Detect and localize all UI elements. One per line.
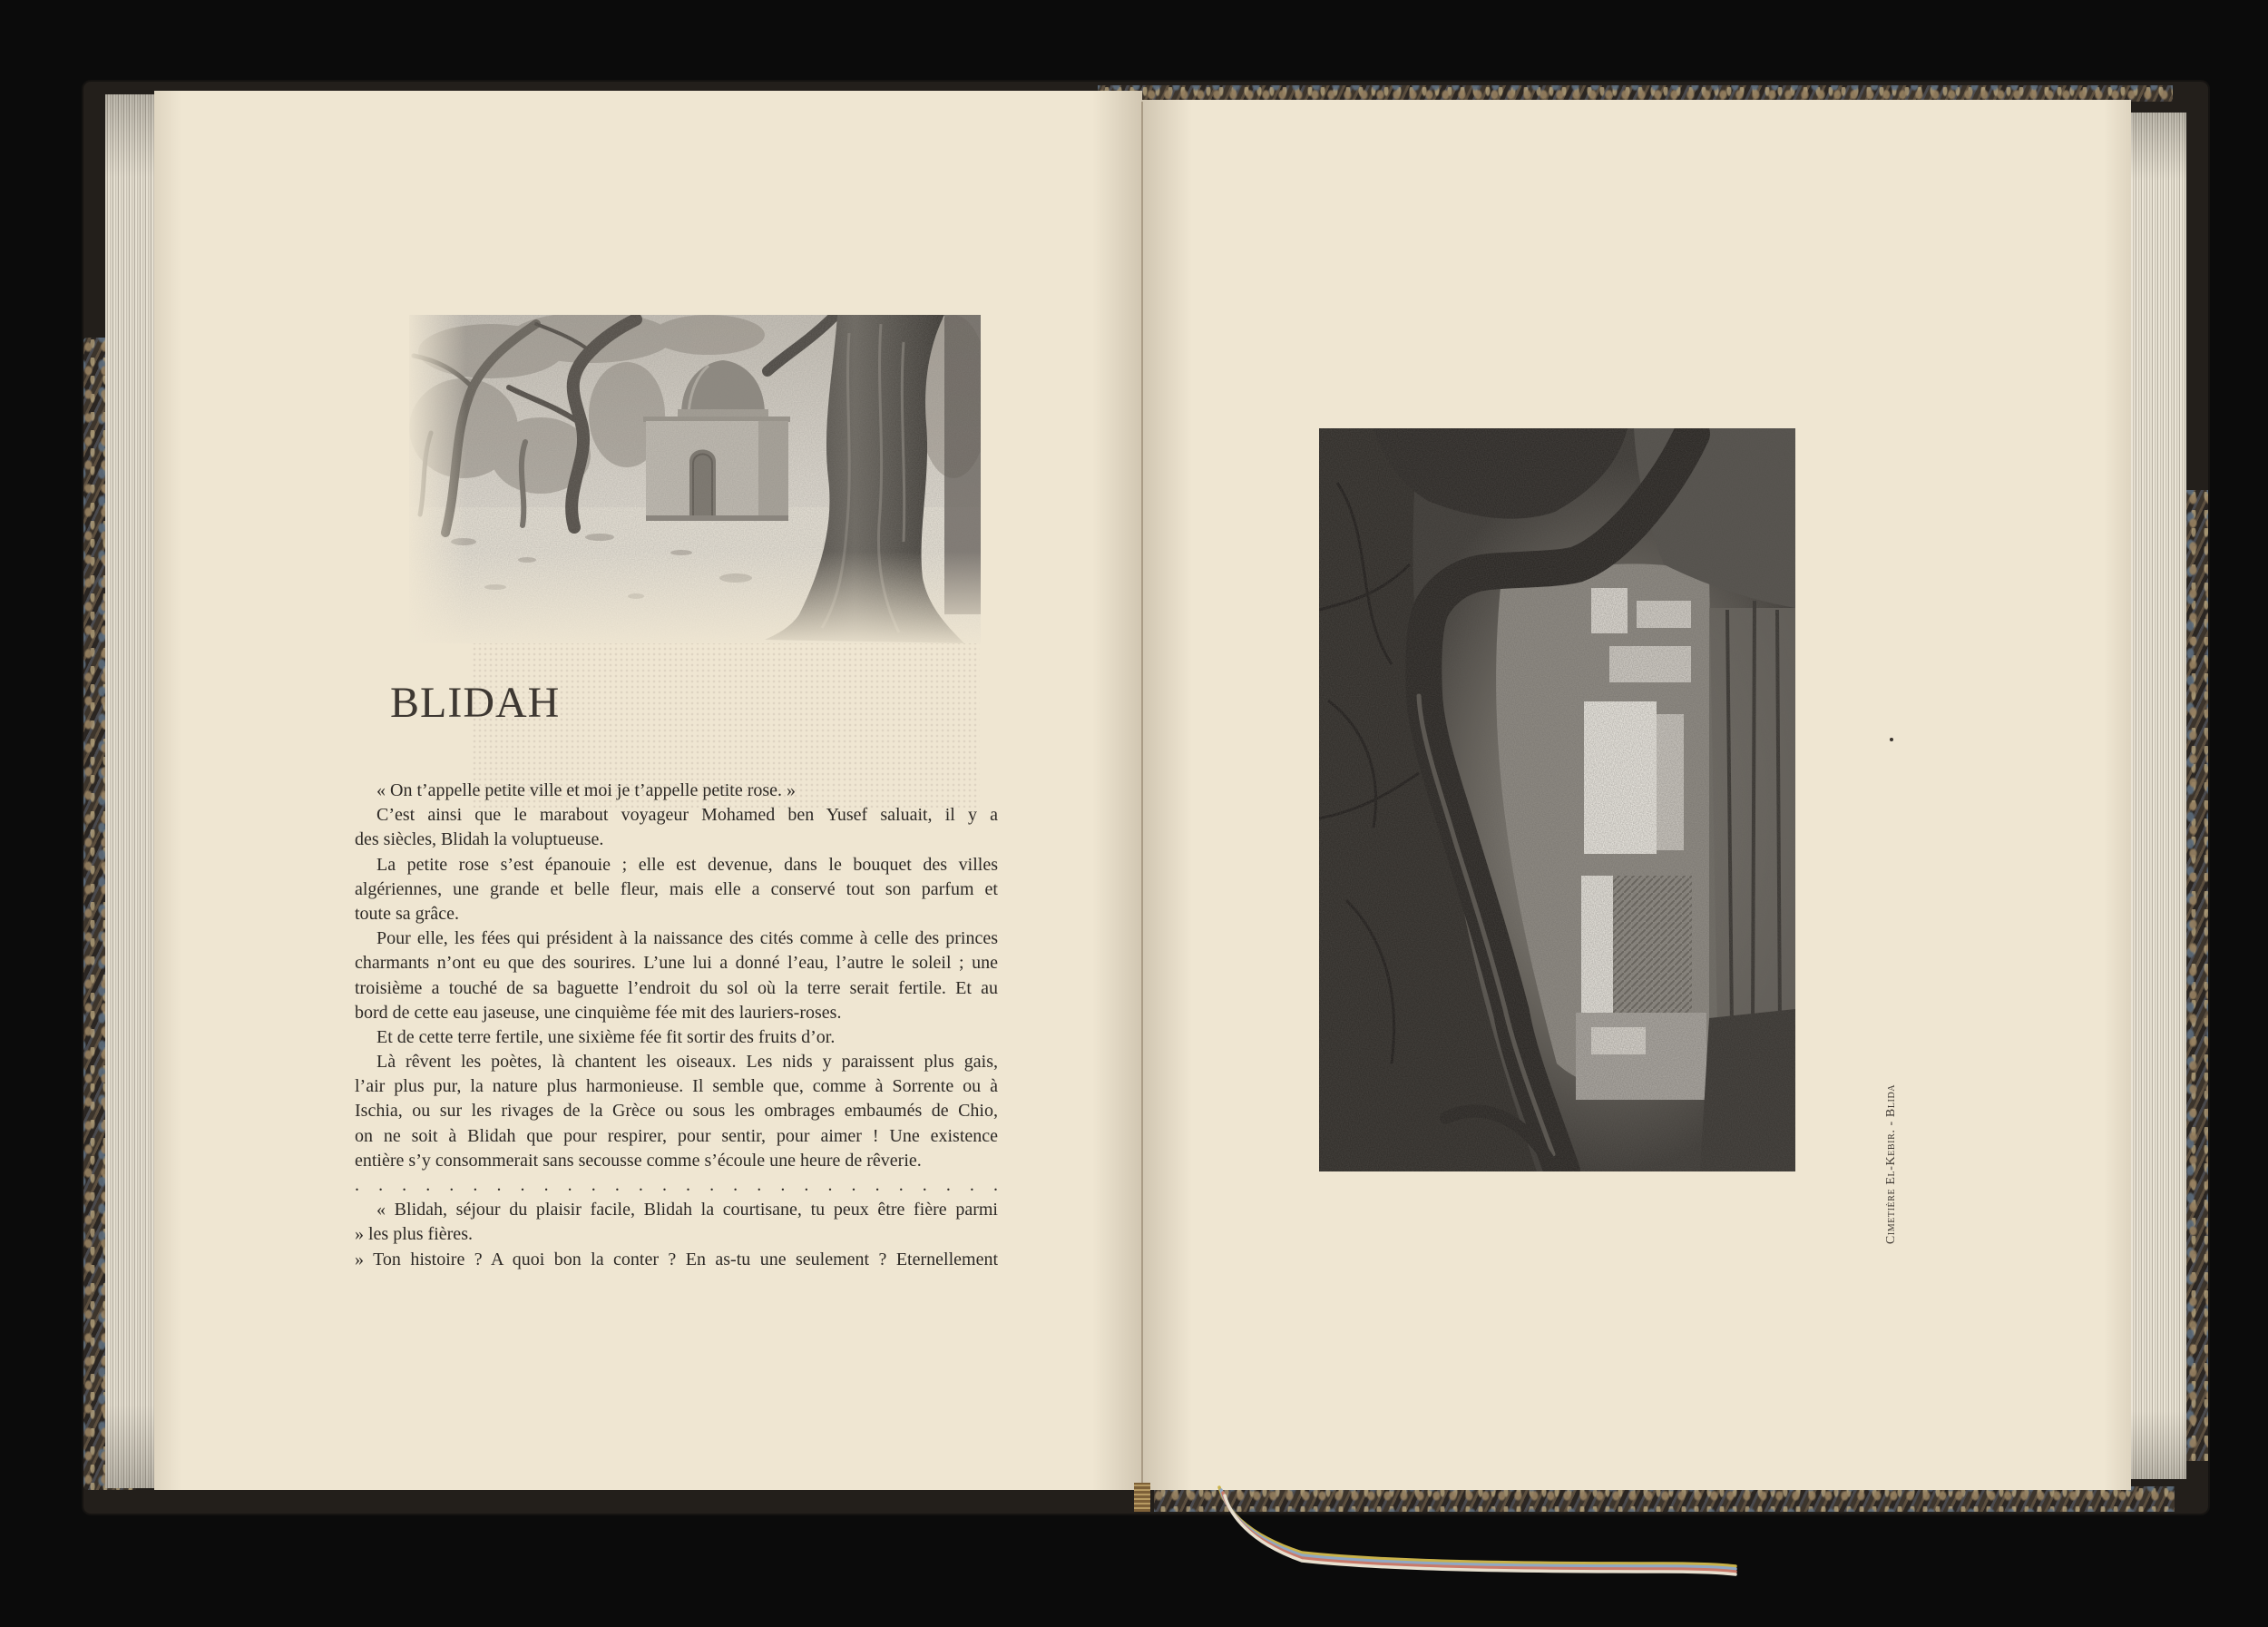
text-line: « Blidah, séjour du plaisir facile, Blidah la courtisane, tu peux être fière parmi xyxy=(376,1200,998,1220)
ribbon-bookmark xyxy=(1179,1470,1769,1588)
gutter xyxy=(1141,102,1143,1488)
text-line: on ne soit à Blidah que pour respirer, pour sentir, pour aimer ! Une existence xyxy=(355,1125,998,1146)
text-line: » Ton histoire ? A quoi bon la conter ? En as-tu une seulement ? Eternellement xyxy=(355,1249,998,1269)
text-line: Et de cette terre fertile, une sixième fée fit sortir des fruits d’or. xyxy=(376,1026,836,1047)
text-line: bord de cette eau jaseuse, une cinquième fée mit des lauriers-roses. xyxy=(355,1002,842,1023)
text-line: Ischia, ou sur les rivages de la Grèce ou sous les ombrages embaumés de Chio, xyxy=(355,1101,998,1122)
text-line: La petite rose s’est épanouie ; elle est devenue, dans le bouquet des villes xyxy=(376,854,998,875)
dotted-separator: . . . . . . . . . . . . . . . . . . . . . . . . . . . . xyxy=(355,1175,998,1195)
text-line: des siècles, Blidah la voluptueuse. xyxy=(355,829,604,850)
page-edges-left xyxy=(105,94,161,1488)
text-line: entière s’y consommerait sans secousse comme s’écoule une heure de rêverie. xyxy=(355,1150,922,1171)
plate-caption: Cimetière El-Kebir. - Blida xyxy=(1884,1083,1898,1245)
text-line: troisième a touché de sa baguette l’endroit du sol où la terre serait fertile. Et au xyxy=(355,977,998,998)
chapter-title: BLIDAH xyxy=(390,679,561,727)
text-line: » les plus fières. xyxy=(355,1224,473,1245)
text-line: l’air plus pur, la nature plus harmonieuse. Il semble que, comme à Sorrente ou à xyxy=(355,1076,998,1097)
marabout-tomb-photo xyxy=(409,315,981,643)
text-line: charmants n’ont eu que des sourires. L’une lui a donné l’eau, l’autre le soleil ; une xyxy=(355,953,998,974)
text-line: algériennes, une grande et belle fleur, mais elle a conservé tout son parfum et xyxy=(355,878,998,899)
body-text xyxy=(355,779,998,1272)
text-line: Pour elle, les fées qui président à la naissance des cités comme à celle des princes xyxy=(376,928,998,949)
text-line: toute sa grâce. xyxy=(355,903,459,924)
text-line: C’est ainsi que le marabout voyageur Mohamed ben Yusef saluait, il y a xyxy=(376,805,998,826)
text-line: Là rêvent les poètes, là chantent les oiseaux. Les nids y paraissent plus gais, xyxy=(376,1052,998,1073)
cemetery-plate-photo xyxy=(1319,428,1795,1171)
pencil-mark xyxy=(1890,738,1893,741)
headband xyxy=(1134,1483,1150,1512)
text-line: « On t’appelle petite ville et moi je t’appelle petite rose. » xyxy=(376,780,797,800)
